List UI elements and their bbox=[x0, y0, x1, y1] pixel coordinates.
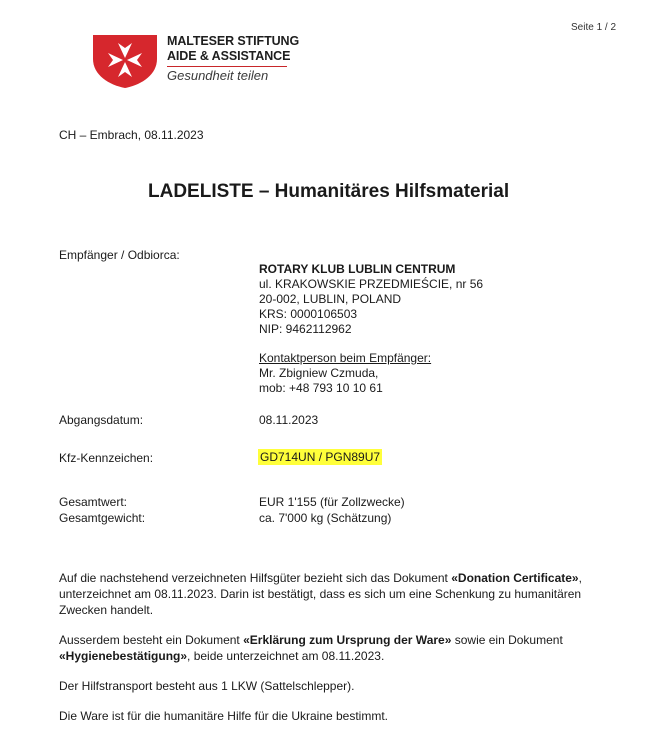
recipient-krs: KRS: 0000106503 bbox=[259, 307, 358, 321]
plates-label: Kfz-Kennzeichen: bbox=[59, 451, 154, 465]
p2-doc-title-origin: «Erklärung zum Ursprung der Ware» bbox=[243, 633, 452, 647]
p2-text-e: , beide unterzeichnet am 08.11.2023. bbox=[187, 649, 385, 663]
total-value-label: Gesamtwert: bbox=[59, 495, 128, 509]
p2-doc-title-hygiene: «Hygienebestätigung» bbox=[59, 649, 188, 663]
logo-divider bbox=[167, 66, 287, 67]
org-name-line1: MALTESER STIFTUNG bbox=[167, 34, 300, 48]
p1-text-c: , unterzeichnet am 08.11.2023. Darin ist bestätigt, dass es sich um eine Schenkung zu humanitären Zwecken handelt. bbox=[59, 571, 582, 617]
paragraph-destination: Die Ware ist für die humanitäre Hilfe für die Ukraine bestimmt. bbox=[59, 709, 389, 723]
departure-value: 08.11.2023 bbox=[259, 413, 319, 427]
p1-doc-title: «Donation Certificate» bbox=[451, 571, 579, 585]
total-value: EUR 1'155 (für Zollzwecke) bbox=[259, 495, 405, 509]
departure-label: Abgangsdatum: bbox=[59, 413, 144, 427]
org-tagline: Gesundheit teilen bbox=[167, 68, 269, 83]
org-name-line2: AIDE & ASSISTANCE bbox=[167, 49, 291, 63]
total-weight: ca. 7'000 kg (Schätzung) bbox=[259, 511, 392, 525]
page-indicator: Seite 1 / 2 bbox=[571, 22, 617, 33]
contact-mobile: mob: +48 793 10 10 61 bbox=[259, 381, 383, 395]
document-title: LADELISTE – Humanitäres Hilfsmaterial bbox=[148, 181, 510, 202]
maltese-cross-shield-icon bbox=[89, 33, 161, 89]
place-date: CH – Embrach, 08.11.2023 bbox=[59, 128, 204, 142]
paragraph-transport: Der Hilfstransport besteht aus 1 LKW (Sattelschlepper). bbox=[59, 679, 355, 693]
recipient-street: ul. KRAKOWSKIE PRZEDMIEŚCIE, nr 56 bbox=[259, 277, 484, 291]
contact-name: Mr. Zbigniew Czmuda, bbox=[259, 366, 379, 380]
recipient-nip: NIP: 9462112962 bbox=[259, 322, 352, 336]
contact-heading: Kontaktperson beim Empfänger: bbox=[259, 351, 432, 365]
p2-text-c: sowie ein Dokument bbox=[451, 633, 563, 647]
plates-value: GD714UN / PGN89U7 bbox=[260, 450, 381, 464]
paragraph-other-documents bbox=[59, 632, 619, 664]
recipient-label: Empfänger / Odbiorca: bbox=[59, 248, 180, 262]
recipient-name: ROTARY KLUB LUBLIN CENTRUM bbox=[259, 262, 456, 276]
p2-text-a: Ausserdem besteht ein Dokument bbox=[59, 633, 244, 647]
total-weight-label: Gesamtgewicht: bbox=[59, 511, 146, 525]
p1-text-a: Auf die nachstehend verzeichneten Hilfsgüter bezieht sich das Dokument bbox=[59, 571, 452, 585]
paragraph-donation-certificate bbox=[59, 570, 619, 618]
recipient-city: 20-002, LUBLIN, POLAND bbox=[259, 292, 402, 306]
